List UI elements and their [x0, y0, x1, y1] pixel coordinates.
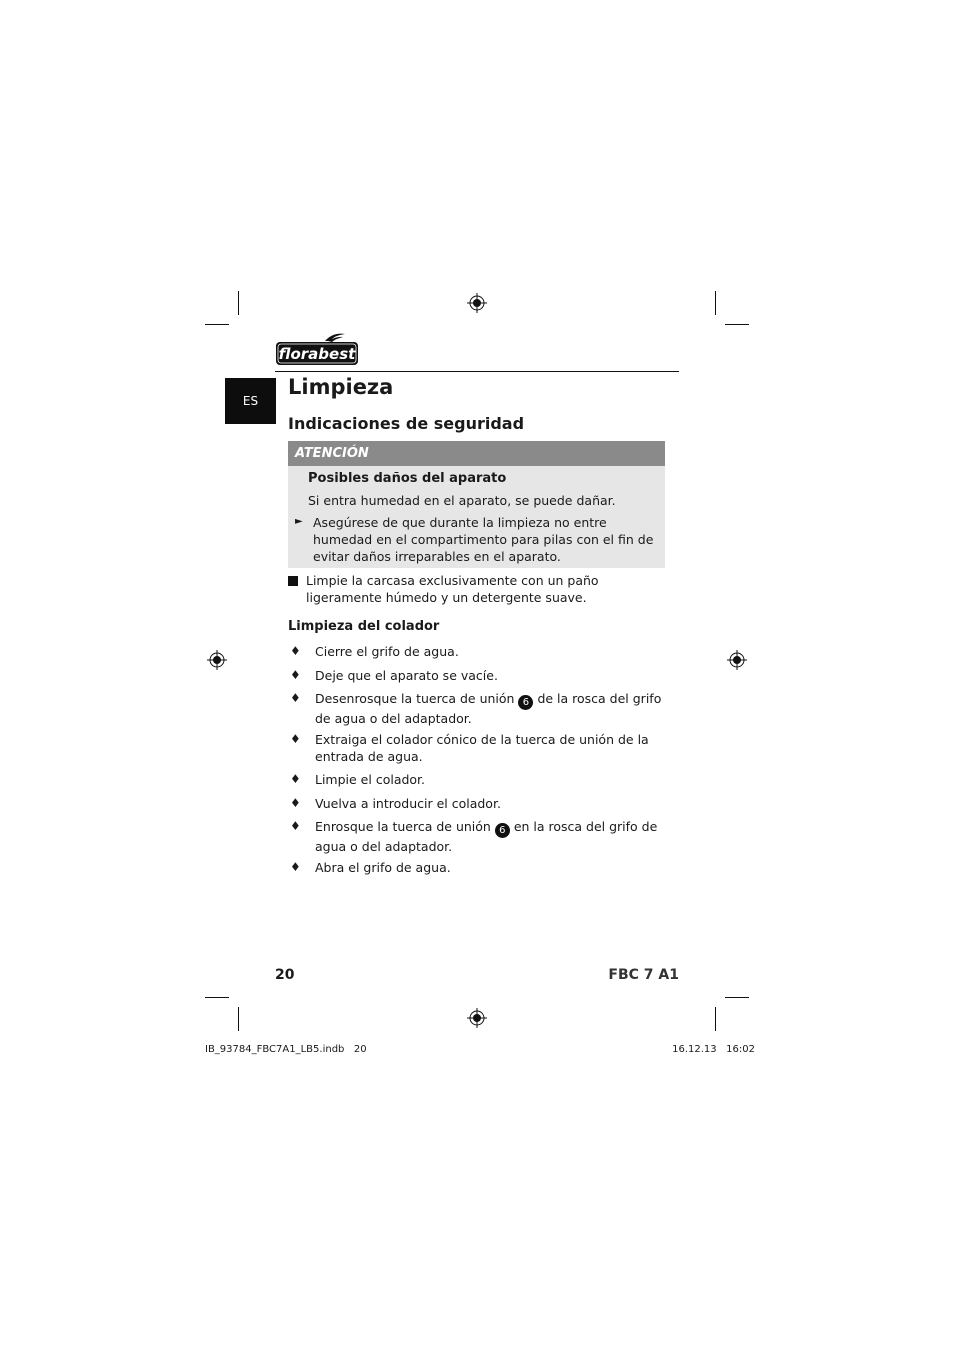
language-tab — [225, 378, 276, 424]
step-text: Desenrosque la tuerca de unión 6 de la rosca del grifo de agua o del adaptador. — [315, 691, 662, 726]
warning-subheading: Posibles daños del aparato — [308, 471, 507, 486]
warning-box — [288, 441, 665, 568]
crop-mark — [238, 1007, 239, 1031]
registration-mark-icon — [467, 1008, 487, 1028]
diamond-bullet-icon: ♦ — [290, 668, 301, 682]
header-rule — [275, 371, 679, 372]
diamond-bullet-icon: ♦ — [290, 860, 301, 874]
model-number: FBC 7 A1 — [608, 967, 679, 983]
step-text: Cierre el grifo de agua. — [315, 644, 459, 659]
diamond-bullet-icon: ♦ — [290, 772, 301, 786]
diamond-bullet-icon: ♦ — [290, 796, 301, 810]
square-bullet-icon — [288, 576, 298, 586]
registration-mark-icon — [467, 293, 487, 313]
crop-mark — [238, 291, 239, 315]
warning-header: ATENCIÓN — [288, 441, 665, 466]
crop-mark — [725, 324, 749, 325]
step-text: Enrosque la tuerca de unión 6 en la rosca del grifo de agua o del adaptador. — [315, 819, 658, 854]
diamond-bullet-icon: ♦ — [290, 819, 301, 833]
warning-instruction: Asegúrese de que durante la limpieza no entre humedad en el compartimento para pilas con el fin de evitar daños irreparables en el aparato. — [313, 515, 654, 564]
svg-text:florabest: florabest — [278, 345, 356, 363]
diamond-bullet-icon: ♦ — [290, 644, 301, 658]
print-slug-datetime: 16.12.13 16:02 — [672, 1044, 755, 1055]
registration-mark-icon — [207, 650, 227, 670]
print-slug-file: IB_93784_FBC7A1_LB5.indb 20 — [205, 1044, 367, 1055]
brand-logo — [275, 331, 359, 367]
language-code: ES — [242, 394, 259, 408]
page-number: 20 — [275, 967, 295, 983]
page-title: Limpieza — [288, 375, 394, 399]
part-number-badge: 6 — [495, 823, 510, 838]
crop-mark — [715, 1007, 716, 1031]
step-text: Limpie el colador. — [315, 772, 426, 787]
part-number-badge: 6 — [518, 695, 533, 710]
step-text: Vuelva a introducir el colador. — [315, 796, 501, 811]
warning-text: Si entra humedad en el aparato, se puede dañar. — [308, 493, 616, 508]
crop-mark — [205, 324, 229, 325]
step-text: Extraiga el colador cónico de la tuerca de unión de la entrada de agua. — [315, 732, 649, 764]
section-title: Indicaciones de seguridad — [288, 414, 525, 433]
step-text: Abra el grifo de agua. — [315, 860, 451, 875]
diamond-bullet-icon: ♦ — [290, 691, 301, 705]
strainer-heading: Limpieza del colador — [288, 619, 440, 634]
crop-mark — [715, 291, 716, 315]
crop-mark — [725, 997, 749, 998]
diamond-bullet-icon: ♦ — [290, 732, 301, 746]
arrow-right-icon: ► — [295, 516, 303, 527]
registration-mark-icon — [727, 650, 747, 670]
step-text: Deje que el aparato se vacíe. — [315, 668, 498, 683]
crop-mark — [205, 997, 229, 998]
general-note: Limpie la carcasa exclusivamente con un paño ligeramente húmedo y un detergente suave. — [306, 573, 599, 605]
